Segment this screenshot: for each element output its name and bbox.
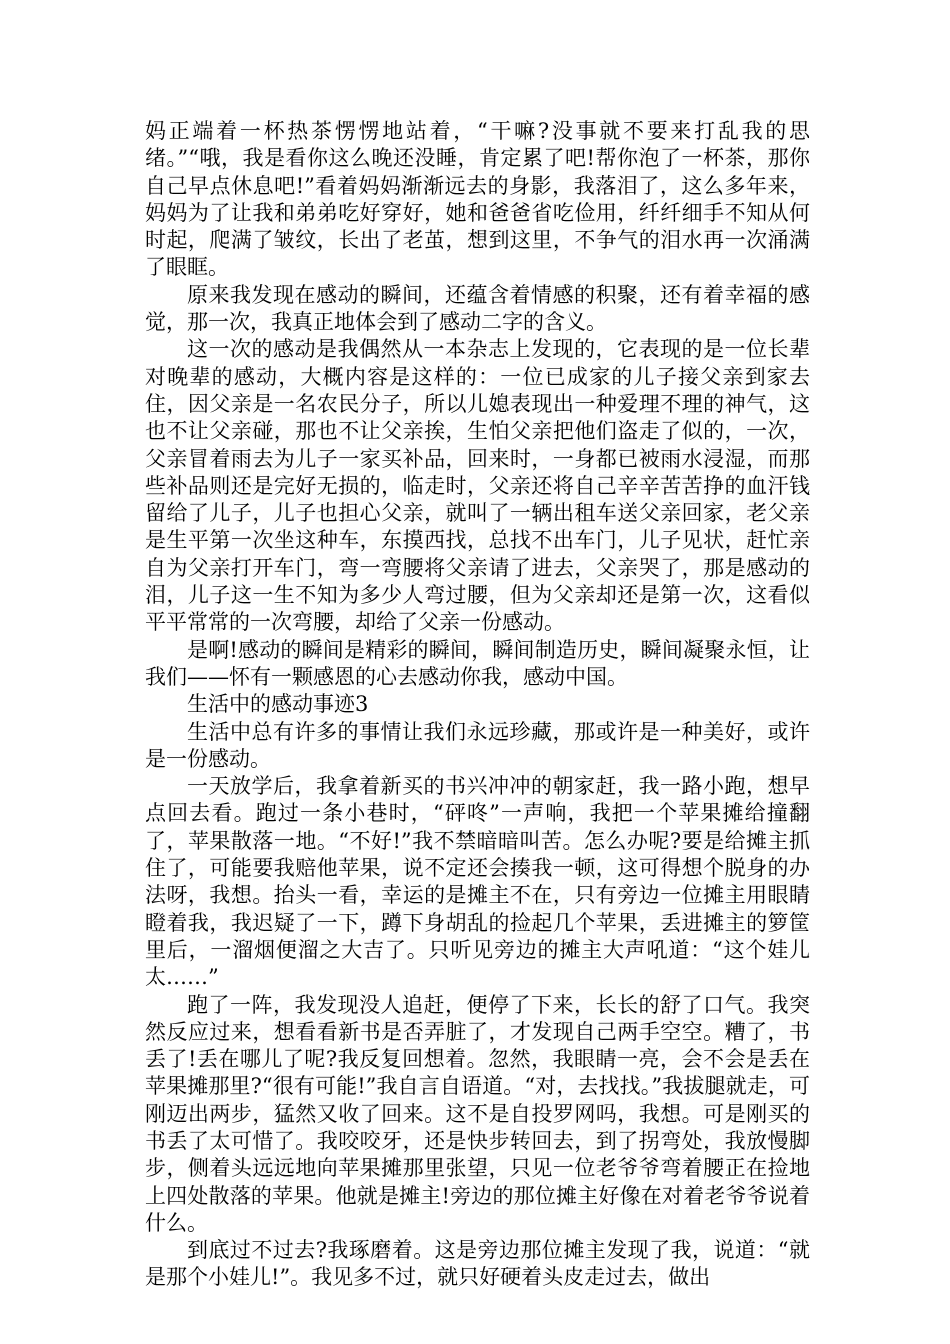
paragraph-continuation: 妈正端着一杯热茶愣愣地站着，“干嘛?没事就不要来打乱我的思绪。”“哦，我是看你这么晚还没睡，肯定累了吧!帮你泡了一杯茶，那你自己早点休息吧!”看着妈妈渐渐远去的身影，我落泪了，这么多年来，妈妈为了让我和弟弟吃好穿好，她和爸爸省吃俭用，纤纤细手不知从何时起，爬满了皱纹，长出了老茧，想到这里，不争气的泪水再一次涌满了眼眶。 xyxy=(145,119,810,280)
paragraph: 生活中总有许多的事情让我们永远珍藏，那或许是一种美好，或许是一份感动。 xyxy=(145,719,810,771)
paragraph: 是啊!感动的瞬间是精彩的瞬间，瞬间制造历史，瞬间凝聚永恒，让我们——怀有一颗感恩的心去感动你我，感动中国。 xyxy=(145,637,810,689)
paragraph: 跑了一阵，我发现没人追赶，便停了下来，长长的舒了口气。我突然反应过来，想看看新书是否弄脏了，才发现自己两手空空。糟了，书丢了!丢在哪儿了呢?我反复回想着。忽然，我眼睛一亮，会不会是丢在苹果摊那里?“很有可能!”我自言自语道。“对，去找找。”我拔腿就走，可刚迈出两步，猛然又收了回来。这不是自投罗网吗，我想。可是刚买的书丢了太可惜了。我咬咬牙，还是快步转回去，到了拐弯处，我放慢脚步，侧着头远远地向苹果摊那里张望，只见一位老爷爷弯着腰正在捡地上四处散落的苹果。他就是摊主!旁边的那位摊主好像在对着老爷爷说着什么。 xyxy=(145,992,810,1235)
section-heading: 生活中的感动事迹3 xyxy=(187,692,369,717)
paragraph: 到底过不过去?我琢磨着。这是旁边那位摊主发现了我，说道：“就是那个小娃儿!”。我见多不过，就只好硬着头皮走过去，做出 xyxy=(145,1238,810,1290)
paragraph: 原来我发现在感动的瞬间，还蕴含着情感的积聚，还有着幸福的感觉，那一次，我真正地体会到了感动二字的含义。 xyxy=(145,282,810,335)
document-body xyxy=(145,118,810,1292)
paragraph: 这一次的感动是我偶然从一本杂志上发现的，它表现的是一位长辈对晚辈的感动，大概内容是这样的：一位已成家的儿子接父亲到家去住，因父亲是一名农民分子，所以儿媳表现出一种爱理不理的神气，这也不让父亲碰，那也不让父亲挨，生怕父亲把他们盗走了似的，一次，父亲冒着雨去为儿子一家买补品，回来时，一身都已被雨水浸湿，而那些补品则还是完好无损的，临走时，父亲还将自己辛辛苦苦挣的血汗钱留给了儿子，儿子也担心父亲，就叫了一辆出租车送父亲回家，老父亲是生平第一次坐这种车，东摸西找，总找不出车门，儿子见状，赶忙亲自为父亲打开车门，弯一弯腰将父亲请了进去，父亲哭了，那是感动的泪，儿子这一生不知为多少人弯过腰，但为父亲却还是第一次，这看似平平常常的一次弯腰，却给了父亲一份感动。 xyxy=(145,337,810,635)
paragraph: 一天放学后，我拿着新买的书兴冲冲的朝家赶，我一路小跑，想早点回去看。跑过一条小巷时，“砰咚”一声响，我把一个苹果摊给撞翻了，苹果散落一地。“不好!”我不禁暗暗叫苦。怎么办呢?要是给摊主抓住了，可能要我赔他苹果，说不定还会揍我一顿，这可得想个脱身的办法呀，我想。抬头一看，幸运的是摊主不在，只有旁边一位摊主用眼睛瞪着我，我迟疑了一下，蹲下身胡乱的捡起几个苹果，丢进摊主的箩筐里后，一溜烟便溜之大吉了。只听见旁边的摊主大声吼道：“这个娃儿太……” xyxy=(145,774,810,990)
